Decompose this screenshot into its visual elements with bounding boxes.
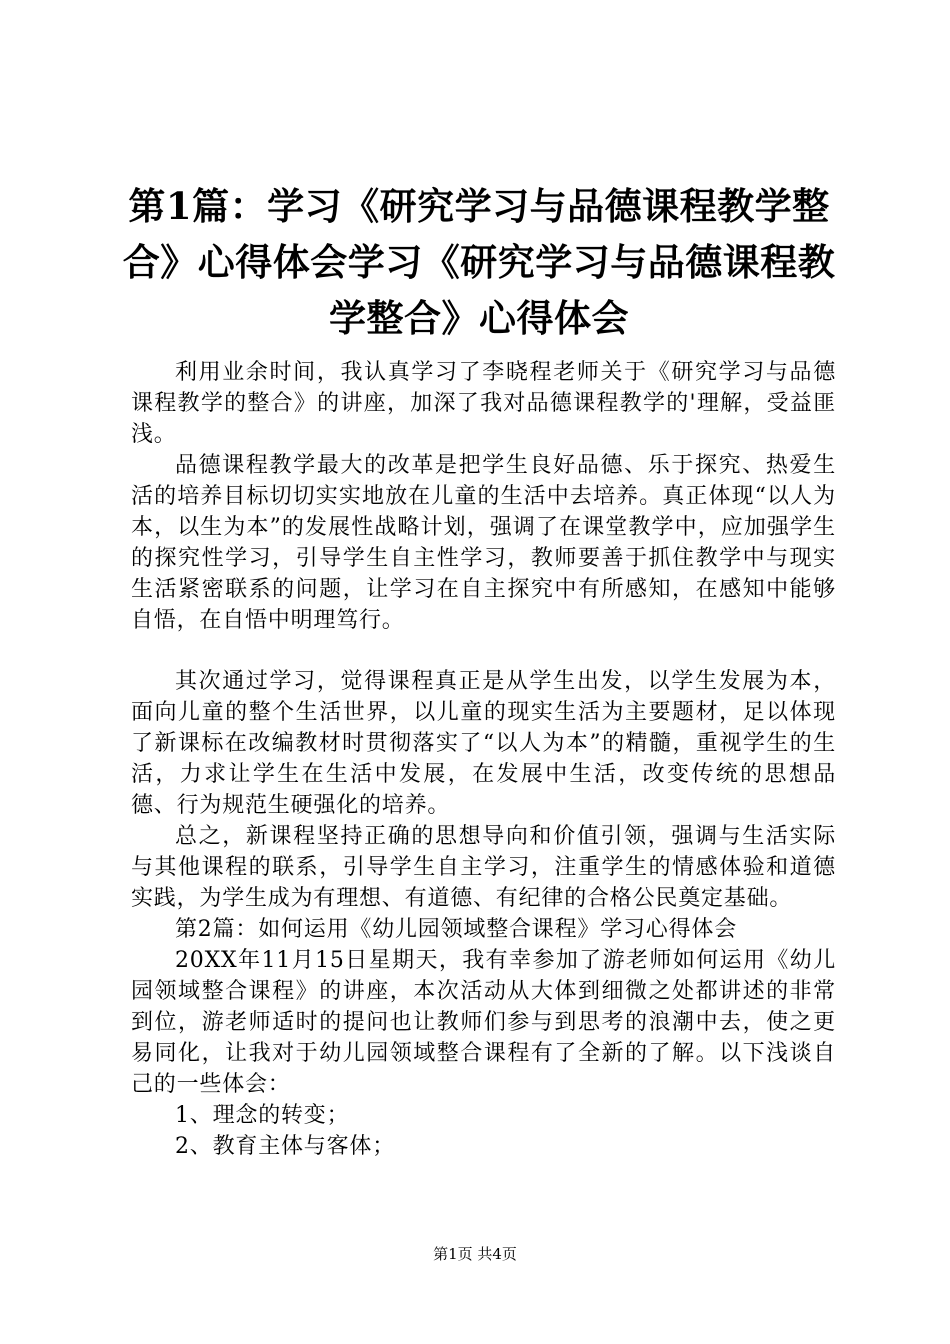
section-heading: 第2篇：如何运用《幼儿园领域整合课程》学习心得体会 (175, 917, 737, 942)
document-title: 第1篇：学习《研究学习与品德课程教学整合》心得体会学习《研究学习与品德课程教学整合》心得体会 (122, 184, 836, 340)
list-item: 1、理念的转变； (175, 1103, 350, 1128)
paragraph: 20XX年11月15日星期天，我有幸参加了游老师如何运用《幼儿园领域整合课程》的讲座，本次活动从大体到细微之处都讲述的非常到位，游老师适时的提问也让教师们参与到思考的浪潮中去，使之更易同化，让我对于幼儿园领域整合课程有了全新的了解。以下浅谈自己的一些体会： (131, 948, 836, 1097)
list-item: 2、教育主体与客体； (175, 1134, 395, 1159)
paragraph: 品德课程教学最大的改革是把学生良好品德、乐于探究、热爱生活的培养目标切切实实地放在儿童的生活中去培养。真正体现“以人为本，以生为本”的发展性战略计划，强调了在课堂教学中，应加强学生的探究性学习，引导学生自主性学习，教师要善于抓住教学中与现实生活紧密联系的问题，让学习在自主探究中有所感知，在感知中能够自悟，在自悟中明理笃行。 (131, 453, 836, 633)
paragraph: 其次通过学习，觉得课程真正是从学生出发，以学生发展为本，面向儿童的整个生活世界，以儿童的现实生活为主要题材，足以体现了新课标在改编教材时贯彻落实了“以人为本”的精髓，重视学生的生活，力求让学生在生活中发展，在发展中生活，改变传统的思想品德、行为规范生硬强化的培养。 (131, 669, 836, 818)
paragraph: 总之，新课程坚持正确的思想导向和价值引领，强调与生活实际与其他课程的联系，引导学生自主学习，注重学生的情感体验和道德实践，为学生成为有理想、有道德、有纪律的合格公民奠定基础。 (131, 824, 836, 911)
document-body (131, 357, 836, 1162)
page-number-footer: 第1页 共4页 (433, 1245, 517, 1263)
paragraph-spacer (131, 636, 836, 666)
paragraph: 利用业余时间，我认真学习了李晓程老师关于《研究学习与品德课程教学的整合》的讲座，加深了我对品德课程教学的'理解，受益匪浅。 (131, 360, 836, 447)
